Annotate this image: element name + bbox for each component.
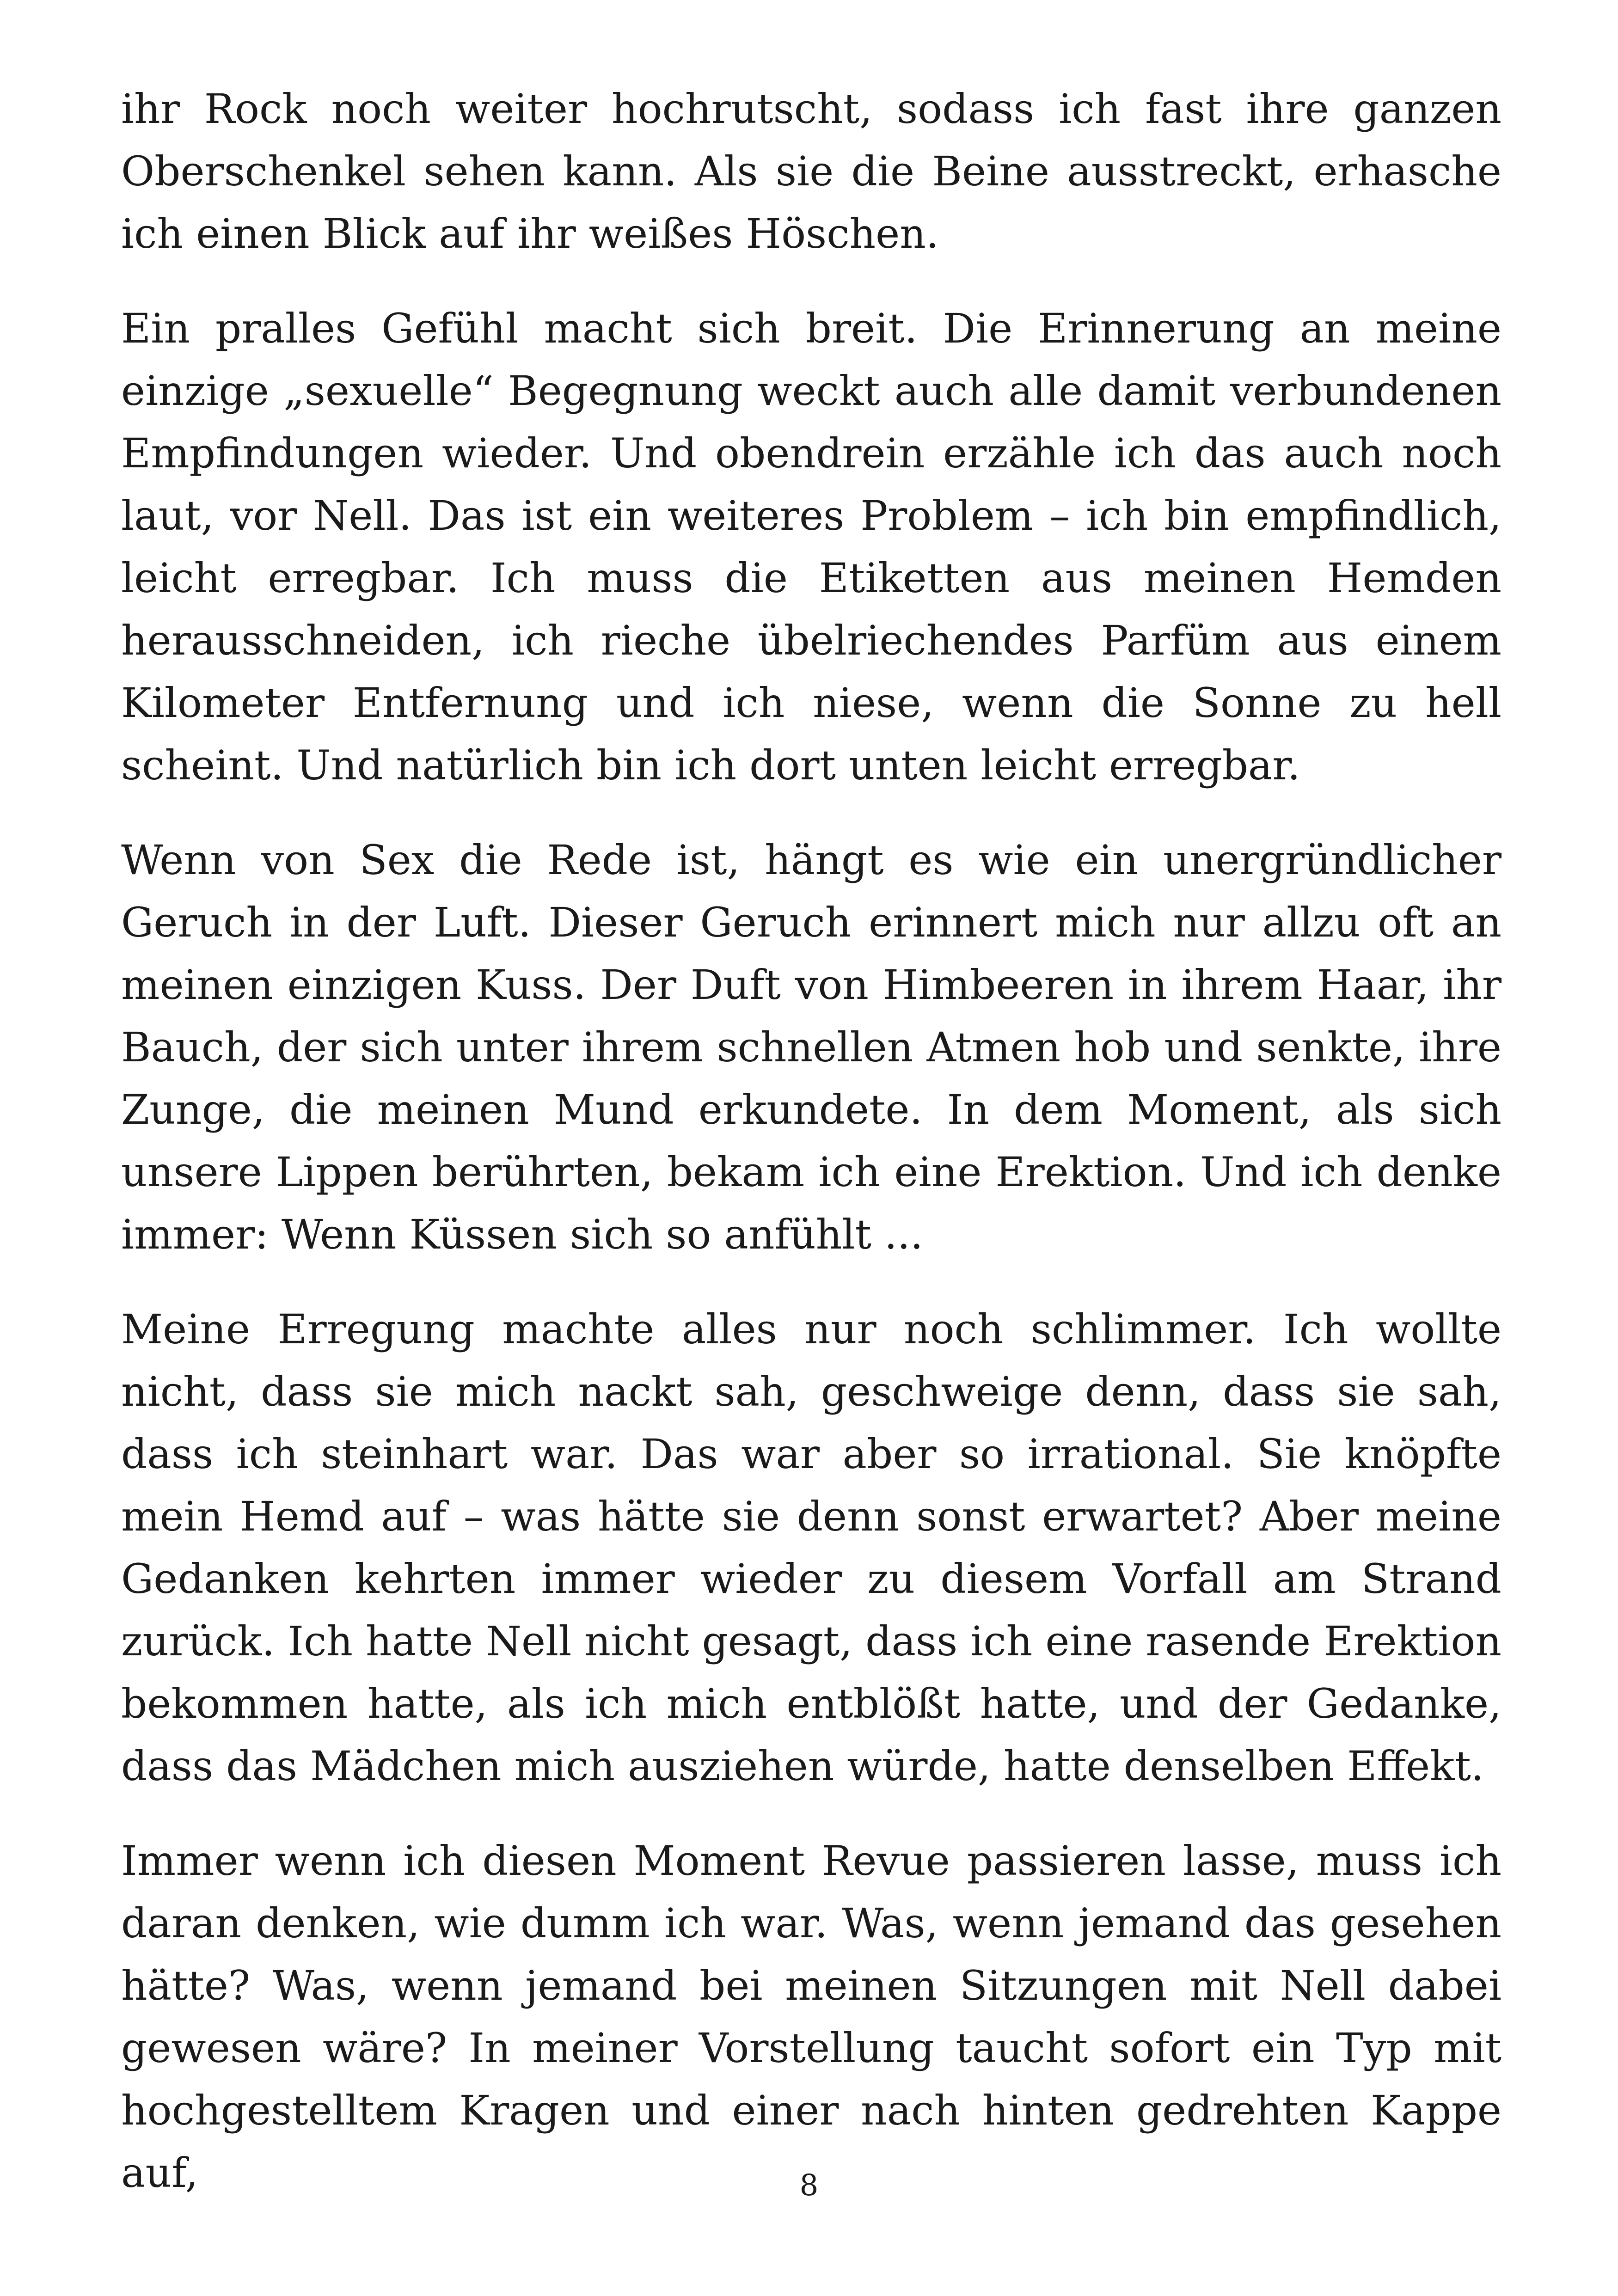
page-number: 8 <box>799 2168 819 2203</box>
paragraph-5: Immer wenn ich diesen Moment Revue passieren lasse, muss ich daran denken, wie dumm ich war. Was, wenn jemand das gesehen hätte? Was, wenn jemand bei meinen Sitzungen mit Nell dabei gewesen wäre? In meiner Vorstellung taucht sofort ein Typ mit hochgestelltem Kragen und einer nach hinten gedrehten Kappe auf, <box>121 1837 1502 2197</box>
paragraph-4: Meine Erregung machte alles nur noch schlimmer. Ich wollte nicht, dass sie mich nackt sah, geschweige denn, dass sie sah, dass ich steinhart war. Das war aber so irrational. Sie knöpfte mein Hemd auf – was hätte sie denn sonst erwartet? Aber meine Gedanken kehrten immer wieder zu diesem Vorfall am Strand zurück. Ich hatte Nell nicht gesagt, dass ich eine rasende Erektion bekommen hatte, als ich mich entblößt hatte, und der Gedanke, dass das Mädchen mich ausziehen würde, hatte denselben Effekt. <box>121 1305 1502 1790</box>
paragraph-2: Ein pralles Gefühl macht sich breit. Die Erinnerung an meine einzige „sexuelle“ Begegnung weckt auch alle damit verbundenen Empfindungen wieder. Und obendrein erzähle ich das auch noch laut, vor Nell. Das ist ein weiteres Problem – ich bin empfindlich, leicht erregbar. Ich muss die Etiketten aus meinen Hemden herausschneiden, ich rieche übelriechendes Parfüm aus einem Kilometer Entfernung und ich niese, wenn die Sonne zu hell scheint. Und natürlich bin ich dort unten leicht erregbar. <box>121 305 1502 789</box>
paragraph-3: Wenn von Sex die Rede ist, hängt es wie ein unergründlicher Geruch in der Luft. Dieser Geruch erinnert mich nur allzu oft an meinen einzigen Kuss. Der Duft von Himbeeren in ihrem Haar, ihr Bauch, der sich unter ihrem schnellen Atmen hob und senkte, ihre Zunge, die meinen Mund erkundete. In dem Moment, als sich unsere Lippen berührten, bekam ich eine Erektion. Und ich denke immer: Wenn Küssen sich so anfühlt ... <box>121 836 1502 1258</box>
paragraph-1: ihr Rock noch weiter hochrutscht, sodass ich fast ihre ganzen Oberschenkel sehen kann. Als sie die Beine ausstreckt, erhasche ich einen Blick auf ihr weißes Höschen. <box>121 85 1502 257</box>
page-body <box>121 78 1502 2236</box>
